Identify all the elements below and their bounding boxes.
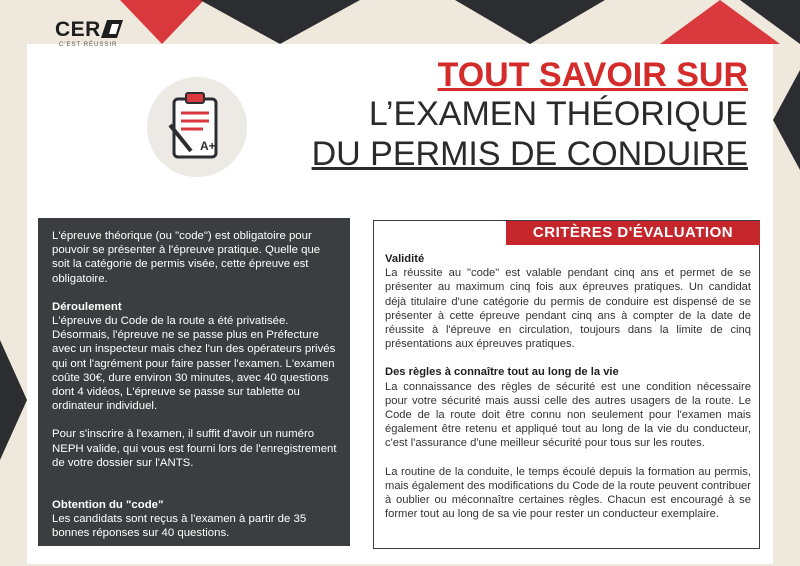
validite-text: La réussite au "code" est valable pendant cinq ans et permet de se présenter au maximum cinq fois aux épreuves pratiques. Un candidat déjà titulaire d'une catégorie du permis de conduire est dispensé de se présenter à cette épreuve pendant cinq ans à compter de la date de réussite à l'épreuve en circulation, toujours dans la limite de cinq présentations aux épreuves pratiques. xyxy=(385,267,751,351)
obtention-heading: Obtention du "code" xyxy=(52,499,164,512)
inscription-text: Pour s'inscrire à l'examen, il suffit d'avoir un numéro NEPH valide, qui vous est fourni lors de l'enregistrement de votre dossier sur l'ANTS. xyxy=(52,428,337,469)
clipboard-badge xyxy=(147,77,247,177)
regles-text: La connaissance des règles de sécurité est une condition nécessaire pour votre sécurité mais aussi celle des autres usagers de la route. Le Code de la route doit être connu non seulement pour l'examen mais également être retenu et appliqué tout au long de la vie du conducteur, c'est l'assurance d'une meilleur sécurité pour tous sur les routes. xyxy=(385,380,751,450)
criteria-content xyxy=(385,252,751,521)
intro-text: L'épreuve théorique (ou "code") est obligatoire pour pouvoir se présenter à l'épreuve pratique. Quelle que soit la catégorie de permis visée, cette épreuve est obligatoire. xyxy=(52,230,321,285)
badge-grade: A+ xyxy=(200,139,216,153)
criteria-header: CRITÈRES D'ÉVALUATION xyxy=(506,221,760,245)
decor-triangle-dark-top xyxy=(200,0,360,44)
info-panel-left xyxy=(38,218,350,546)
validite-heading: Validité xyxy=(385,253,425,265)
brand-logo xyxy=(55,18,135,50)
routine-text: La routine de la conduite, le temps écoulé depuis la formation au permis, mais également des modifications du Code de la route peuvent contribuer à oublier ou méconnaître certaines règles. Chacun est encouragé à se former tout au long de sa vie pour rester un conducteur exemplaire. xyxy=(385,465,751,521)
decor-triangle-dark-corner xyxy=(740,0,800,44)
decor-triangle-dark-left xyxy=(0,340,27,460)
clipboard-icon xyxy=(147,77,247,177)
obtention-text: Les candidats sont reçus à l'examen à partir de 35 bonnes réponses sur 40 questions. xyxy=(52,513,307,540)
deroulement-heading: Déroulement xyxy=(52,300,122,313)
title-line-2: L’EXAMEN THÉORIQUE xyxy=(368,95,748,133)
brand-name: CER xyxy=(55,18,101,41)
title-line-3: DU PERMIS DE CONDUIRE xyxy=(311,135,748,173)
brand-flag-icon xyxy=(101,20,123,38)
regles-heading: Des règles à connaître tout au long de la vie xyxy=(385,366,619,379)
decor-triangle-dark-topright xyxy=(455,0,605,44)
page-title xyxy=(312,56,748,174)
title-line-1: TOUT SAVOIR SUR xyxy=(437,56,748,94)
decor-triangle-dark-right xyxy=(773,70,800,170)
brand-tagline: C'EST RÉUSSIR xyxy=(59,42,118,48)
deroulement-text: L'épreuve du Code de la route a été privatisée. Désormais, l'épreuve ne se passe plus en Préfecture avec un inspecteur mais chez l'un des opérateurs privés qui ont l'agrément pour faire passer l'examen. L'examen coûte 30€, dure environ 30 minutes, avec 40 questions dont 4 vidéos, L'épreuve se passe sur tablette ou ordinateur individuel. xyxy=(52,315,336,413)
